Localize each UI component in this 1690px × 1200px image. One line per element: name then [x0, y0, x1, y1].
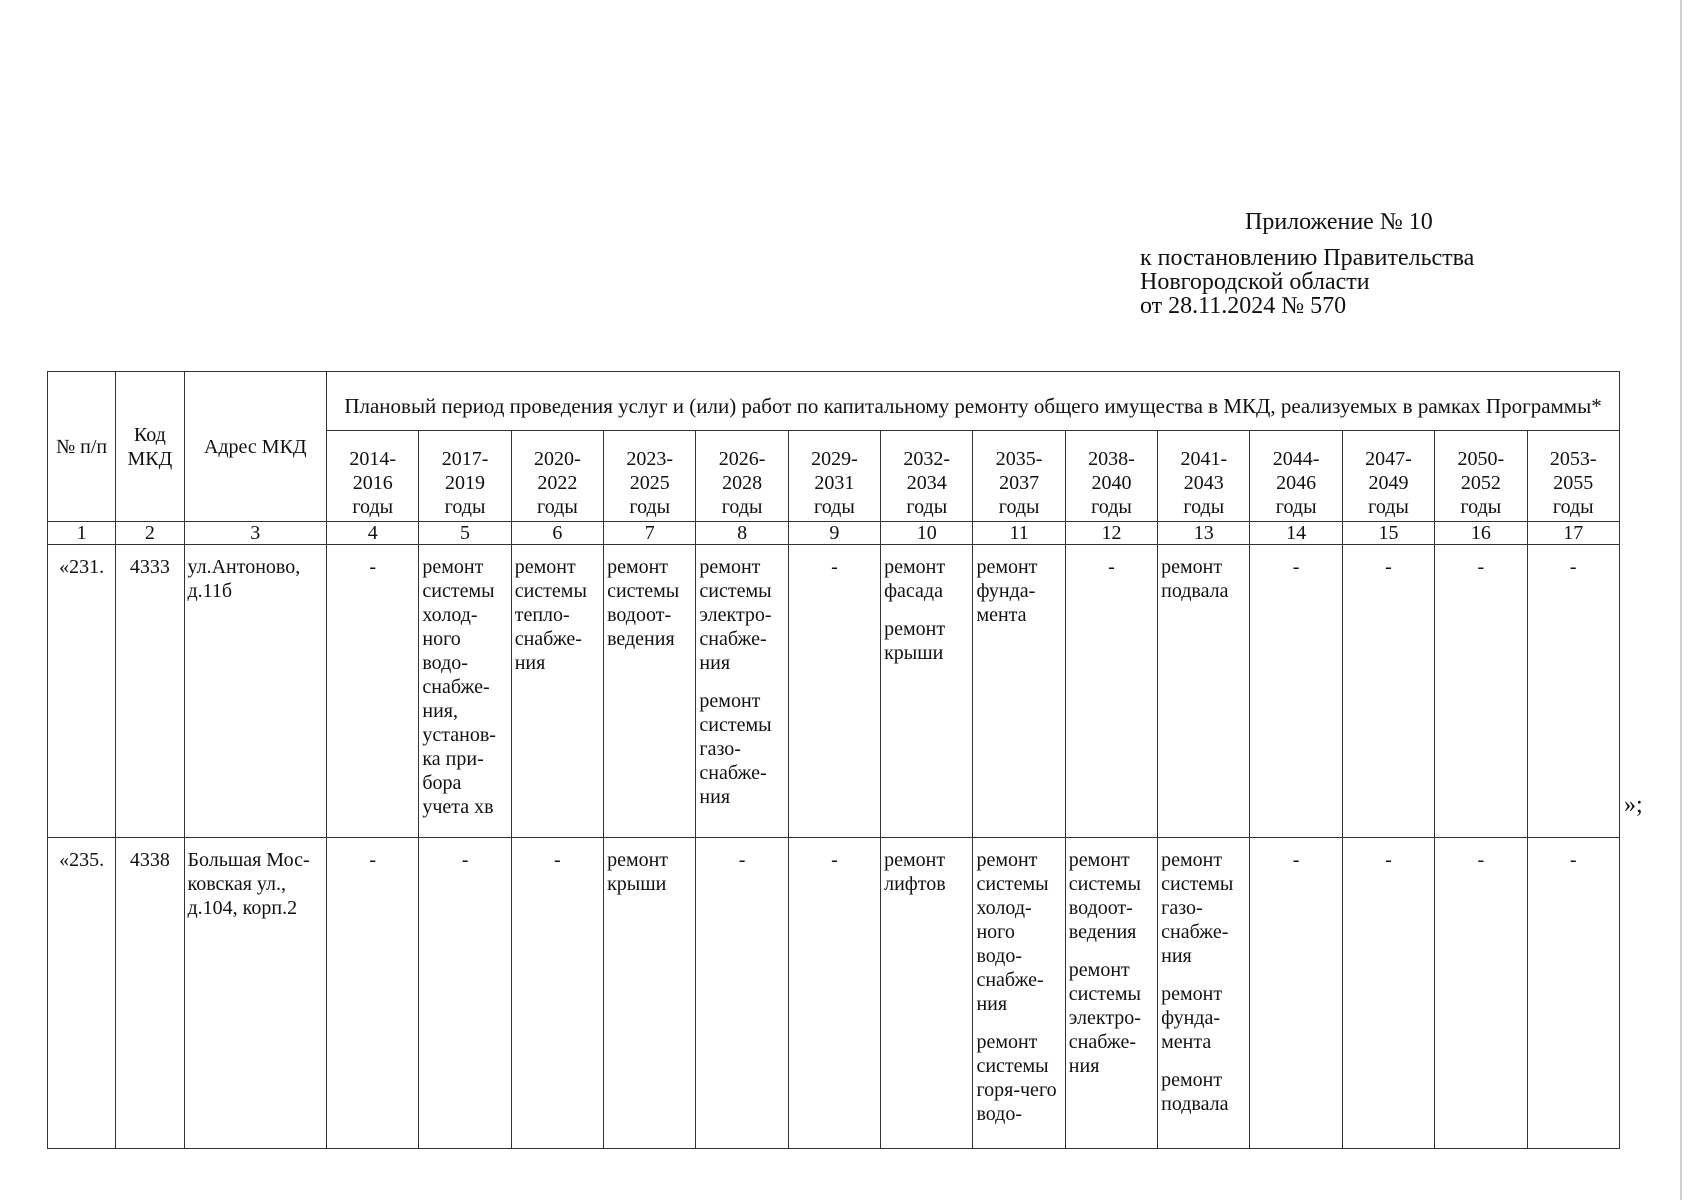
header-period-title: Плановый период проведения услуг и (или) работ по капитальному ремонту общего имущества в МКД, реализуемых в рамках Программы*: [327, 372, 1620, 431]
work-cell: [1342, 838, 1434, 1149]
work-item: ремонт подвала: [1161, 1069, 1229, 1115]
appendix-title: Приложение № 10: [1245, 209, 1433, 235]
work-cell: [419, 838, 511, 1149]
work-item: -: [831, 849, 838, 871]
column-number: 17: [1527, 522, 1620, 545]
work-cell: [696, 545, 788, 838]
work-cell: [511, 838, 603, 1149]
work-cell: [788, 838, 880, 1149]
work-item: ремонт системы тепло-снабже-ния: [514, 556, 587, 674]
column-number: 16: [1435, 522, 1527, 545]
header-line-2: Новгородской области: [1140, 269, 1370, 295]
row-number: «231.: [48, 545, 116, 838]
work-cell: [1250, 838, 1342, 1149]
work-cell: [1158, 545, 1250, 838]
header-line-3: от 28.11.2024 № 570: [1140, 293, 1347, 319]
work-cell: [973, 838, 1065, 1149]
column-number: 14: [1250, 522, 1342, 545]
work-item: ремонт системы водоот-ведения: [607, 556, 680, 650]
work-cell: [1342, 545, 1434, 838]
work-cell: [1065, 838, 1157, 1149]
period-header: 2047-2049 годы: [1342, 431, 1434, 522]
work-item: -: [369, 849, 377, 871]
mkd-address: ул.Антоново, д.11б: [184, 545, 327, 838]
work-cell: [1435, 838, 1527, 1149]
period-header: 2038-2040 годы: [1065, 431, 1157, 522]
work-item: ремонт системы горя-чего водо-: [976, 1031, 1057, 1125]
work-item: -: [1108, 556, 1115, 578]
period-header: 2041-2043 годы: [1158, 431, 1250, 522]
period-header: 2035-2037 годы: [973, 431, 1065, 522]
work-item: ремонт фунда-мента: [1161, 983, 1223, 1053]
work-cell: [1527, 545, 1620, 838]
work-item: ремонт системы электро-снабже-ния: [1068, 959, 1141, 1077]
column-number: 4: [327, 522, 419, 545]
column-number: 1: [48, 522, 116, 545]
work-item: -: [1477, 849, 1485, 871]
table-row: [48, 545, 1620, 838]
work-item: ремонт системы газо-снабже-ния: [1161, 849, 1234, 967]
work-item: ремонт подвала: [1161, 556, 1229, 602]
work-cell: [1435, 545, 1527, 838]
column-number: 5: [419, 522, 511, 545]
period-header: 2017-2019 годы: [419, 431, 511, 522]
table-row: [48, 838, 1620, 1149]
column-number: 2: [116, 522, 184, 545]
work-item: ремонт крыши: [884, 618, 946, 664]
mkd-address: Большая Мос-ковская ул., д.104, корп.2: [184, 838, 327, 1149]
work-item: -: [1477, 556, 1485, 578]
period-header: 2050-2052 годы: [1435, 431, 1527, 522]
work-item: -: [1385, 849, 1392, 871]
work-item: -: [738, 849, 746, 871]
work-cell: [327, 545, 419, 838]
period-header: 2020-2022 годы: [511, 431, 603, 522]
work-cell: [604, 838, 696, 1149]
column-number: 11: [973, 522, 1065, 545]
work-cell: [1250, 545, 1342, 838]
work-item: -: [554, 849, 561, 871]
work-item: ремонт системы электро-снабже-ния: [699, 556, 772, 674]
document-header: [1140, 210, 1660, 318]
mkd-code: 4338: [116, 838, 184, 1149]
column-number: 13: [1158, 522, 1250, 545]
row-number: «235.: [48, 838, 116, 1149]
work-cell: [696, 838, 788, 1149]
header-col-no: № п/п: [48, 372, 116, 522]
work-cell: [1158, 838, 1250, 1149]
work-item: -: [461, 849, 469, 871]
column-number: 3: [184, 522, 327, 545]
work-cell: [327, 838, 419, 1149]
period-header: 2032-2034 годы: [881, 431, 973, 522]
column-number: 9: [788, 522, 880, 545]
work-cell: [973, 545, 1065, 838]
work-item: -: [831, 556, 838, 578]
work-cell: [419, 545, 511, 838]
column-number: 15: [1342, 522, 1434, 545]
column-number: 8: [696, 522, 788, 545]
work-cell: [788, 545, 880, 838]
work-item: ремонт системы водоот-ведения: [1068, 849, 1141, 943]
work-item: -: [1385, 556, 1392, 578]
period-header: 2044-2046 годы: [1250, 431, 1342, 522]
column-number: 10: [881, 522, 973, 545]
work-cell: [881, 838, 973, 1149]
work-item: -: [1292, 849, 1300, 871]
work-item: ремонт фунда-мента: [976, 556, 1038, 626]
work-item: ремонт системы газо-снабже-ния: [699, 690, 772, 808]
work-cell: [1065, 545, 1157, 838]
page-edge: [1680, 0, 1682, 1200]
row-end-mark: »;: [1624, 792, 1643, 818]
period-header: 2053-2055 годы: [1527, 431, 1620, 522]
work-item: -: [1292, 556, 1300, 578]
repair-schedule-table: [47, 371, 1620, 1149]
work-item: ремонт фасада: [884, 556, 946, 602]
work-item: ремонт системы холод-ного водо-снабже-ния: [976, 849, 1049, 1015]
work-cell: [881, 545, 973, 838]
header-col-code: Код МКД: [116, 372, 184, 522]
period-header: 2023-2025 годы: [604, 431, 696, 522]
work-item: -: [1569, 849, 1577, 871]
header-col-address: Адрес МКД: [184, 372, 327, 522]
work-item: ремонт крыши: [607, 849, 669, 895]
work-cell: [511, 545, 603, 838]
period-header: 2029-2031 годы: [788, 431, 880, 522]
period-header: 2014-2016 годы: [327, 431, 419, 522]
column-number: 12: [1065, 522, 1157, 545]
work-item: ремонт системы холод-ного водо-снабже-ния, установ-ка при-бора учета хв: [422, 556, 496, 818]
work-cell: [604, 545, 696, 838]
period-header: 2026-2028 годы: [696, 431, 788, 522]
header-line-1: к постановлению Правительства: [1140, 245, 1475, 271]
work-item: -: [369, 556, 377, 578]
column-number-row: [48, 522, 1620, 545]
work-cell: [1527, 838, 1620, 1149]
mkd-code: 4333: [116, 545, 184, 838]
work-item: -: [1569, 556, 1577, 578]
work-item: ремонт лифтов: [884, 849, 946, 895]
column-number: 7: [604, 522, 696, 545]
column-number: 6: [511, 522, 603, 545]
